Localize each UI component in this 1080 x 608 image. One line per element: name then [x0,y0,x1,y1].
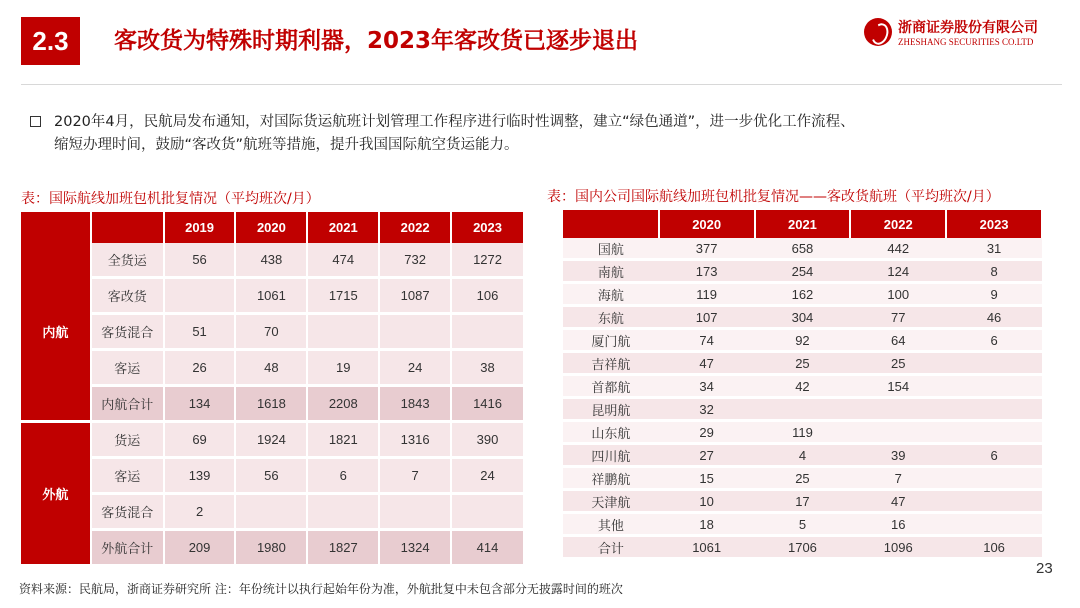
table-row [21,422,524,458]
value-cell: 124 [850,260,946,283]
value-cell: 414 [451,530,524,566]
airline-label-cell: 国航 [563,238,659,260]
table-row [563,260,1042,283]
header-year-cell: 2020 [235,212,307,243]
airline-label-cell: 四川航 [563,444,659,467]
table-row [21,386,524,422]
value-cell: 56 [164,243,236,278]
value-cell: 25 [755,352,851,375]
table-row [563,536,1042,559]
value-cell [946,352,1042,375]
value-cell: 254 [755,260,851,283]
value-cell: 15 [659,467,755,490]
value-cell [850,421,946,444]
brand-name-en: ZHESHANG SECURITIES CO.LTD [898,37,1034,47]
value-cell [850,398,946,421]
value-cell [379,314,451,350]
value-cell: 77 [850,306,946,329]
value-cell: 56 [235,458,307,494]
table-row [21,494,524,530]
value-cell: 1272 [451,243,524,278]
value-cell: 438 [235,243,307,278]
table-row [563,421,1042,444]
table-row [563,490,1042,513]
table-row [563,238,1042,260]
value-cell: 32 [659,398,755,421]
value-cell [946,513,1042,536]
value-cell: 1843 [379,386,451,422]
airline-label-cell: 海航 [563,283,659,306]
value-cell: 154 [850,375,946,398]
group-domestic [21,243,524,422]
group-foreign [21,422,524,566]
value-cell: 25 [755,467,851,490]
value-cell: 1416 [451,386,524,422]
airline-label-cell: 厦门航 [563,329,659,352]
value-cell: 1324 [379,530,451,566]
value-cell: 139 [164,458,236,494]
value-cell: 1715 [307,278,379,314]
header-year-cell: 2023 [451,212,524,243]
value-cell: 1827 [307,530,379,566]
table-row [21,530,524,566]
value-cell: 1061 [659,536,755,559]
value-cell: 51 [164,314,236,350]
value-cell [164,278,236,314]
table-row [21,458,524,494]
table-header-row [563,210,1042,238]
airline-label-cell: 山东航 [563,421,659,444]
table-row [563,329,1042,352]
table-row [21,314,524,350]
value-cell: 442 [850,238,946,260]
value-cell: 2 [164,494,236,530]
airline-label-cell: 昆明航 [563,398,659,421]
row-label-cell: 客运 [91,458,164,494]
value-cell: 18 [659,513,755,536]
value-cell: 70 [235,314,307,350]
row-label-cell: 客货混合 [91,314,164,350]
table-header-row [21,212,524,243]
passenger-to-cargo-table [563,210,1043,560]
value-cell: 47 [659,352,755,375]
value-cell: 9 [946,283,1042,306]
value-cell: 134 [164,386,236,422]
row-label-cell: 货运 [91,422,164,458]
value-cell: 38 [451,350,524,386]
header-cell-blank [21,212,91,243]
value-cell: 34 [659,375,755,398]
row-label-cell: 客改货 [91,278,164,314]
bullet-line-1: 2020年4月，民航局发布通知，对国际货运航班计划管理工作程序进行临时性调整，建立“绿色通道”，进一步优化工作流程、 [54,114,855,130]
value-cell [379,494,451,530]
value-cell: 1980 [235,530,307,566]
value-cell: 24 [451,458,524,494]
international-charter-table [21,212,525,567]
row-label-cell: 内航合计 [91,386,164,422]
value-cell: 119 [659,283,755,306]
header-cell-blank [91,212,164,243]
value-cell: 2208 [307,386,379,422]
value-cell: 16 [850,513,946,536]
value-cell: 6 [946,444,1042,467]
value-cell: 24 [379,350,451,386]
value-cell: 47 [850,490,946,513]
table-row [563,513,1042,536]
value-cell: 1821 [307,422,379,458]
value-cell: 17 [755,490,851,513]
left-table-caption: 表：国际航线加班包机批复情况（平均班次/月） [21,191,320,207]
value-cell [946,467,1042,490]
value-cell: 48 [235,350,307,386]
value-cell: 107 [659,306,755,329]
table-row [563,375,1042,398]
value-cell: 106 [451,278,524,314]
source-footnote: 资料来源：民航局，浙商证券研究所 注：年份统计以执行起始年份为准，外航批复中未包含部分无披露时间的班次 [19,582,623,596]
value-cell: 1061 [235,278,307,314]
value-cell: 106 [946,536,1042,559]
table-row [21,278,524,314]
value-cell: 74 [659,329,755,352]
bullet-line-2: 缩短办理时间，鼓励“客改货”航班等措施，提升我国国际航空货运能力。 [54,137,519,153]
value-cell: 19 [307,350,379,386]
value-cell [307,314,379,350]
value-cell: 1924 [235,422,307,458]
row-label-cell: 外航合计 [91,530,164,566]
value-cell: 658 [755,238,851,260]
value-cell [946,490,1042,513]
value-cell: 474 [307,243,379,278]
value-cell: 25 [850,352,946,375]
value-cell: 304 [755,306,851,329]
value-cell: 29 [659,421,755,444]
company-logo-icon [864,18,892,46]
value-cell [946,421,1042,444]
value-cell [946,375,1042,398]
airline-label-cell: 东航 [563,306,659,329]
group-label-cell: 外航 [21,422,91,566]
value-cell: 162 [755,283,851,306]
value-cell: 5 [755,513,851,536]
row-label-cell: 客货混合 [91,494,164,530]
right-table-caption: 表：国内公司国际航线加班包机批复情况——客改货航班（平均班次/月） [547,189,1000,205]
value-cell: 92 [755,329,851,352]
value-cell: 6 [946,329,1042,352]
header-year-cell: 2022 [379,212,451,243]
page-number: 23 [1036,560,1053,577]
value-cell: 7 [379,458,451,494]
value-cell: 27 [659,444,755,467]
brand-logo-block [862,14,1062,54]
value-cell: 7 [850,467,946,490]
airline-label-cell: 其他 [563,513,659,536]
value-cell [755,398,851,421]
value-cell: 42 [755,375,851,398]
brand-name-cn: 浙商证券股份有限公司 [898,20,1038,36]
header-year-cell: 2019 [164,212,236,243]
value-cell: 209 [164,530,236,566]
value-cell: 8 [946,260,1042,283]
table-row [563,352,1042,375]
value-cell: 390 [451,422,524,458]
value-cell: 46 [946,306,1042,329]
group-label-cell: 内航 [21,243,91,422]
value-cell: 100 [850,283,946,306]
value-cell [235,494,307,530]
airline-label-cell: 祥鹏航 [563,467,659,490]
table-row [563,444,1042,467]
table-row [21,350,524,386]
value-cell: 69 [164,422,236,458]
value-cell: 10 [659,490,755,513]
value-cell: 64 [850,329,946,352]
value-cell: 4 [755,444,851,467]
table-row [563,283,1042,306]
header-divider [21,84,1062,85]
value-cell: 1706 [755,536,851,559]
value-cell: 1316 [379,422,451,458]
value-cell: 732 [379,243,451,278]
table-row [21,243,524,278]
right-table-body [563,238,1042,559]
value-cell [451,314,524,350]
airline-label-cell: 南航 [563,260,659,283]
airline-label-cell: 天津航 [563,490,659,513]
value-cell: 6 [307,458,379,494]
airline-label-cell: 首都航 [563,375,659,398]
value-cell: 1096 [850,536,946,559]
header-year-cell: 2022 [850,210,946,238]
value-cell: 173 [659,260,755,283]
page-title: 客改货为特殊时期利器，2023年客改货已逐步退出 [114,28,639,54]
row-label-cell: 全货运 [91,243,164,278]
value-cell [451,494,524,530]
square-bullet-icon [30,116,41,127]
airline-label-cell: 合计 [563,536,659,559]
value-cell [307,494,379,530]
table-row [563,467,1042,490]
section-number-badge: 2.3 [21,17,80,65]
value-cell: 1087 [379,278,451,314]
value-cell: 26 [164,350,236,386]
table-row [563,306,1042,329]
header-year-cell: 2021 [755,210,851,238]
header-cell-blank [563,210,659,238]
value-cell: 1618 [235,386,307,422]
value-cell: 119 [755,421,851,444]
value-cell [946,398,1042,421]
value-cell: 377 [659,238,755,260]
value-cell: 31 [946,238,1042,260]
header-year-cell: 2021 [307,212,379,243]
row-label-cell: 客运 [91,350,164,386]
airline-label-cell: 吉祥航 [563,352,659,375]
header-year-cell: 2023 [946,210,1042,238]
header-year-cell: 2020 [659,210,755,238]
table-row [563,398,1042,421]
value-cell: 39 [850,444,946,467]
